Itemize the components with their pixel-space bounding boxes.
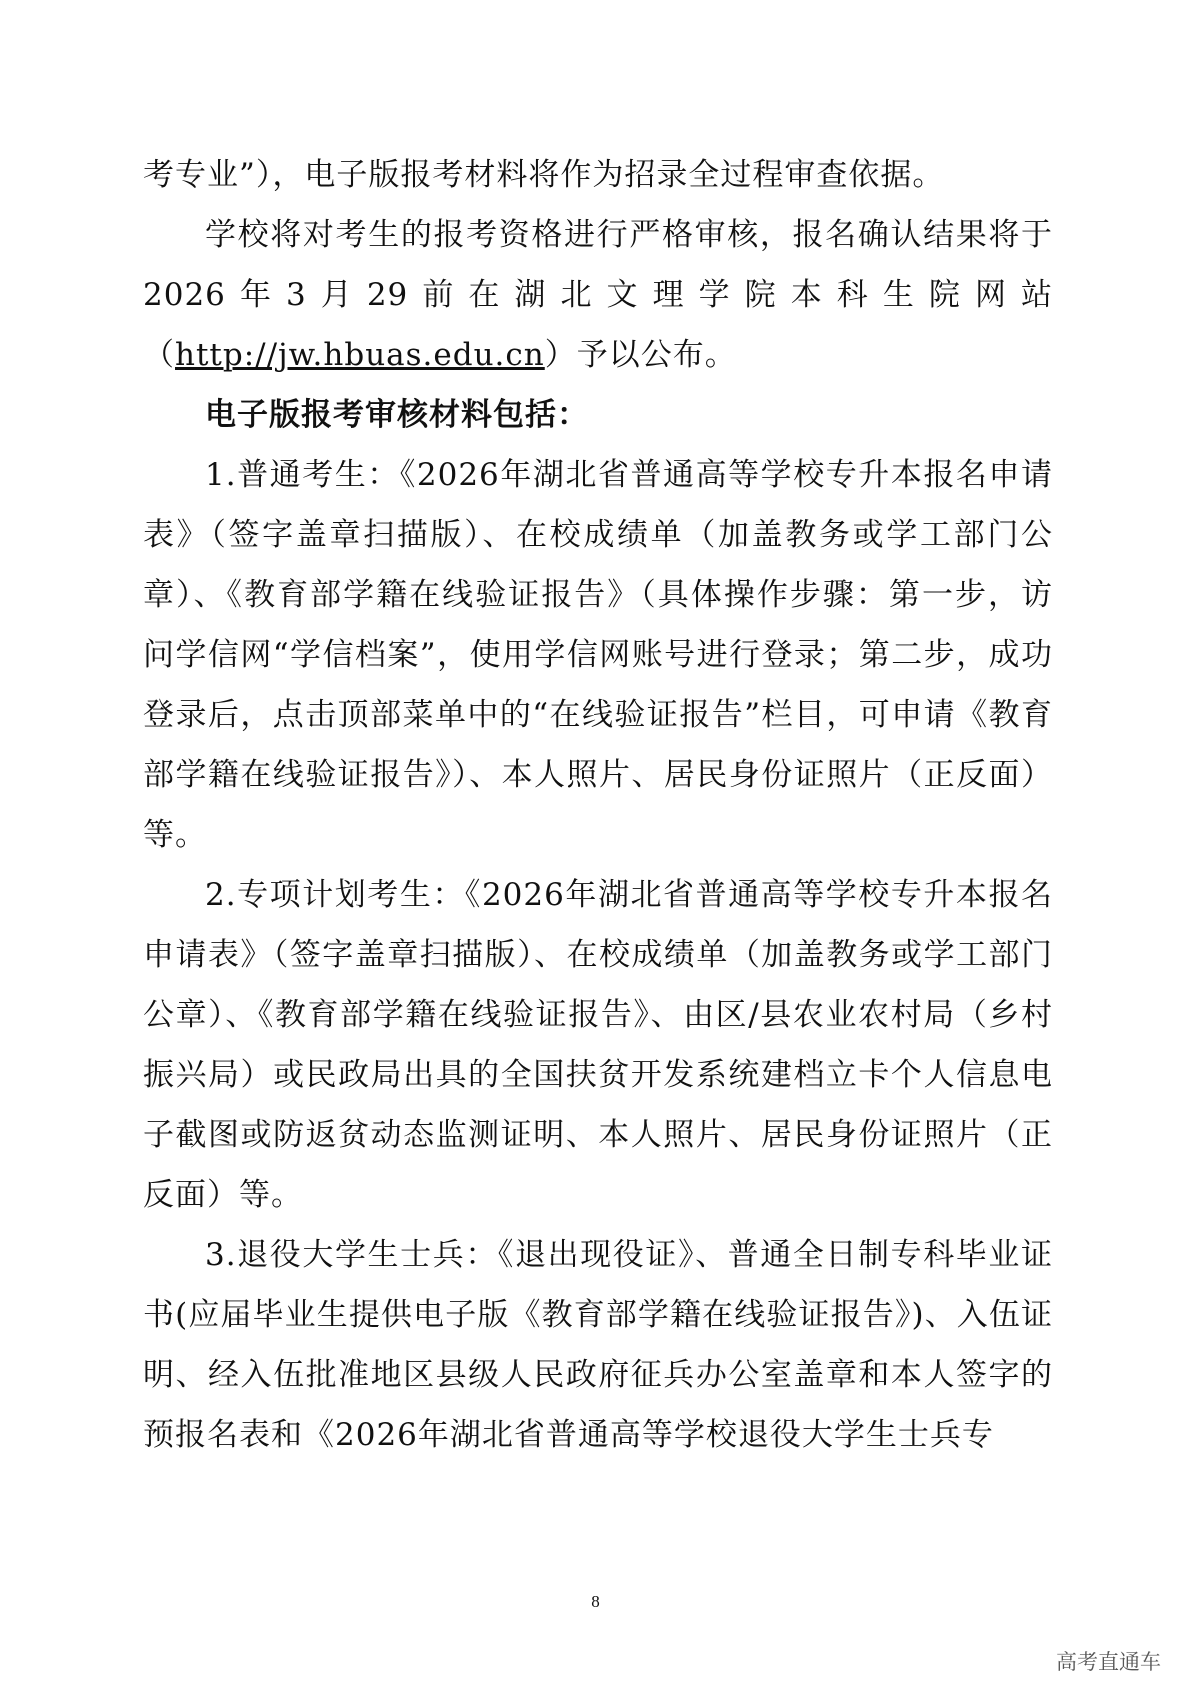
document-body [143,145,1053,1465]
review-text-before-url: 学校将对考生的报考资格进行严格审核，报名确认结果将于2026年3月29前在湖北文理学院本科生院网站（ [143,217,1053,373]
website-url-link[interactable]: http://jw.hbuas.edu.cn [175,337,545,373]
review-text-after-url: ）予以公布。 [544,337,737,373]
list-item-regular-candidates: 1.普通考生：《2026年湖北省普通高等学校专升本报名申请表》（签字盖章扫描版）、在校成绩单（加盖教务或学工部门公章）、《教育部学籍在线验证报告》（具体操作步骤：第一步，访问学信网“学信档案”，使用学信网账号进行登录；第二步，成功登录后，点击顶部菜单中的“在线验证报告”栏目，可申请《教育部学籍在线验证报告》）、本人照片、居民身份证照片（正反面）等。 [143,457,1053,853]
page-number: 8 [591,1592,600,1611]
paragraph-review-notice [143,205,1053,385]
watermark-text: 高考直通车 [1056,1650,1161,1674]
list-item-veteran-candidates: 3.退役大学生士兵：《退出现役证》、普通全日制专科毕业证书(应届毕业生提供电子版《教育部学籍在线验证报告》)、入伍证明、经入伍批准地区县级人民政府征兵办公室盖章和本人签字的预报名表和《2026年湖北省普通高等学校退役大学生士兵专 [143,1237,1053,1453]
list-item-special-plan-candidates: 2.专项计划考生：《2026年湖北省普通高等学校专升本报名申请表》（签字盖章扫描版）、在校成绩单（加盖教务或学工部门公章）、《教育部学籍在线验证报告》、由区/县农业农村局（乡村振兴局）或民政局出具的全国扶贫开发系统建档立卡个人信息电子截图或防返贫动态监测证明、本人照片、居民身份证照片（正反面）等。 [143,877,1053,1213]
paragraph-continuation: 考专业”），电子版报考材料将作为招录全过程审查依据。 [143,157,945,193]
materials-heading: 电子版报考审核材料包括： [205,397,589,433]
